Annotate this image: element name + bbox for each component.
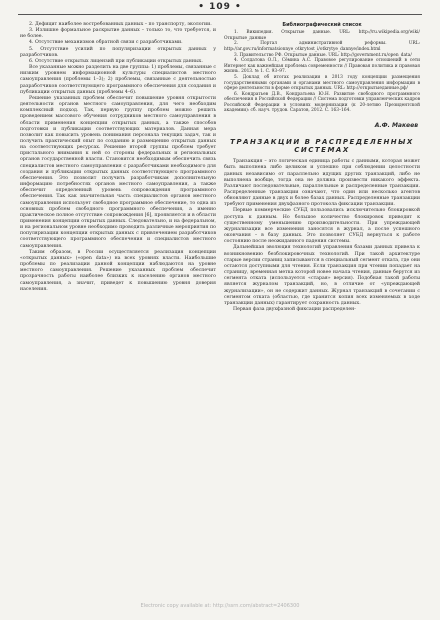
paragraph: 6. Отсутствие открытых лицензий при публикации открытых данных. xyxy=(29,58,203,64)
paragraph: 4. Отсутствие механизмов обратной связи с разработчиками. xyxy=(29,40,183,46)
bibliography-item: 3. Правительство РФ. Открытые данные. URL: http://government.ru/open_data/ xyxy=(234,52,412,58)
bibliography-item: 1. Википедия. Открытые данные. URL: http://ru.wikipedia.org/wiki/Открытые_данные xyxy=(224,30,420,41)
bibliography-item: 6. Кондратьев Д.В., Кондратьева Ю.Н. Развитие свободного программного обеспечения в Российской Федерации // Система подготовки управленческих кадров Российской Федерации в условиях модернизации (к 20-летию Президентской академии): сб. науч. трудов. Саратов, 2012. С. 163–164. xyxy=(224,91,420,114)
paragraph: Транзакция – это логическая единица работы с данными, которая может быть выполнена либо целиком и успешно при соблюдении целостности данных независимо от параллельно идущих других транзакций, либо не выполнена вообще, тогда она не должна произвести никакого эффекта. Различают последовательные, параллельные и распределенные транзакции. Распределенные транзакции означают, что один или несколько агентов обновляют данные в двух и более базах данных. Распределенные транзакции требуют применения двухфазного протокола фиксации транзакции. xyxy=(224,159,420,208)
header-rule xyxy=(18,14,422,15)
article-title: ТРАНЗАКЦИИ В РАСПРЕДЕЛЕННЫХ СИСТЕМАХ xyxy=(230,138,414,155)
paragraph: 5. Отсутствие усилий по популяризации открытых данных у разработчиков. xyxy=(20,46,216,58)
bibliography-title: Библиографический список xyxy=(282,22,362,28)
paragraph: Дальнейшая эволюция технологий управления базами данных привела к возникновению безблокировочных технологий. При такой архитектуре старые версии страниц записываются в специальный сегмент отката, где они остаются доступными для чтения. Если транзакция при чтении попадает на страницу, временная метка которой новее начала чтения, данные берутся из сегмента отката (используется «старая» версия). Подобная такой работы является журналом транзакций, но, в отличие от «упреждающей журнализации», он не содержит данных. Журнал транзакций в сочетании с сегментом отката (областью, где хранится копия всех изменяемых в ходе транзакции данных) гарантирует сохранность данных. xyxy=(224,245,420,306)
bibliography-item: 2. Портал административной реформы. URL: http://ar.gov.ru/informatsionnye_otkrytost_i/otkrytye_dannye/index.html xyxy=(224,41,420,52)
bibliography-item: 5. Доклад об итогах реализации в 2013 году концепции размещения государственными органами и органами местного самоуправления информации в сфере деятельности в форме открытых данных. URL: http://открытыеданные.рф/ xyxy=(224,74,420,92)
paragraph: Первые коммерческие СУБД пользовались исключительно блокировкой доступа к данным. Но большое количество блокировок приводит к существенному уменьшению производительности. При упреждающей журнализации все изменения заносятся в журнал, а после успешного окончания – в базу данных. Это позволяет СУБД вернуться к работе состоянию после неожиданного падения системы. xyxy=(224,208,420,245)
page-number: • 109 • xyxy=(198,2,242,12)
footer-link[interactable]: Electronic copy available at: http://ssrn.com/abstract=2406300 xyxy=(140,603,300,609)
paragraph: 2. Дефицит наиболее востребованных данных – по транспорту, экологии. xyxy=(29,22,212,27)
right-column xyxy=(224,22,420,313)
paragraph: Все указанные можно разделить на две группы: 1) проблемы, связанные с низким уровнем информационной культуры специалистов местного самоуправления (проблемы 1–3); 2) проблемы, связанные с деятельностью разработчиков соответствующего программного обеспечения для создания и публикации открытых данных (проблемы 4–6). xyxy=(20,65,216,95)
paragraph: Таким образом, в России осуществляется реализация концепции «открытых данных» («open data») на всех уровнях власти. Наибольшие проблемы по реализации данной концепции наблюдаются на уровне местного самоуправления. Решение указанных проблем обеспечит прозрачность работы наиболее близких к населению органов местного самоуправления, а значит, приведет к повышению уровня доверия населения. xyxy=(20,249,216,292)
bibliography-item: 4. Солдатова О.Л., Сёмина А.С. Правовое регулирование отношений в сети Интернет как важнейшая проблема современности // Правовая политика и правовая жизнь. 2013. № 1. С. 93–97. xyxy=(224,58,420,75)
left-column xyxy=(20,22,216,293)
paragraph: 3. Излишне формальное раскрытие данных – только то, что требуется, и не более. xyxy=(20,28,216,40)
paragraph: Решение указанных проблем обеспечит повышение уровня открытости деятельности органов местного самоуправления, для чего необходим комплексный подход. Так, первую группу проблем можно решить проведением массового обучения сотрудников местного самоуправления в области применения концепции открытых данных, а также способов подготовки и публикации соответствующих материалов. Данная мера позволит как повысить уровень понимания персонала текущих задач, так и получить практический опыт по созданию и размещению открытых данных на соответствующих ресурсах. Решение второй группы проблем требует пристального внимания к ней со стороны федеральных и региональных органов государственной власти. Становится необходимым обеспечить связь специалистов местного самоуправления с разработчиками необходимого для создания и публикации открытых данных соответствующего программного обеспечения. Это позволит получить разработчикам дополнительную информацию потребностях органов местного самоуправления, а также обеспечит определенный уровень сопровождения программного обеспечения. Так как значительная часть специалистов органов местного самоуправления использует свободное программное обеспечение, то одна из основных проблем свободного программного обеспечения, а именно практическое полное отсутствие сопровождения [6], проявляется и в области применения концепции открытых данных. Следовательно, и на федеральном, и на региональном уровне необходимо проводить различные мероприятия по популяризации концепции открытых данных с привлечением разработчиков соответствующего программного обеспечения и специалистов местного самоуправления. xyxy=(20,95,216,249)
bibliography xyxy=(224,30,420,114)
article-author: А.Ф. Макеев xyxy=(374,122,418,130)
paragraph: Первая фаза двухфазной фиксации распределен- xyxy=(233,306,356,312)
